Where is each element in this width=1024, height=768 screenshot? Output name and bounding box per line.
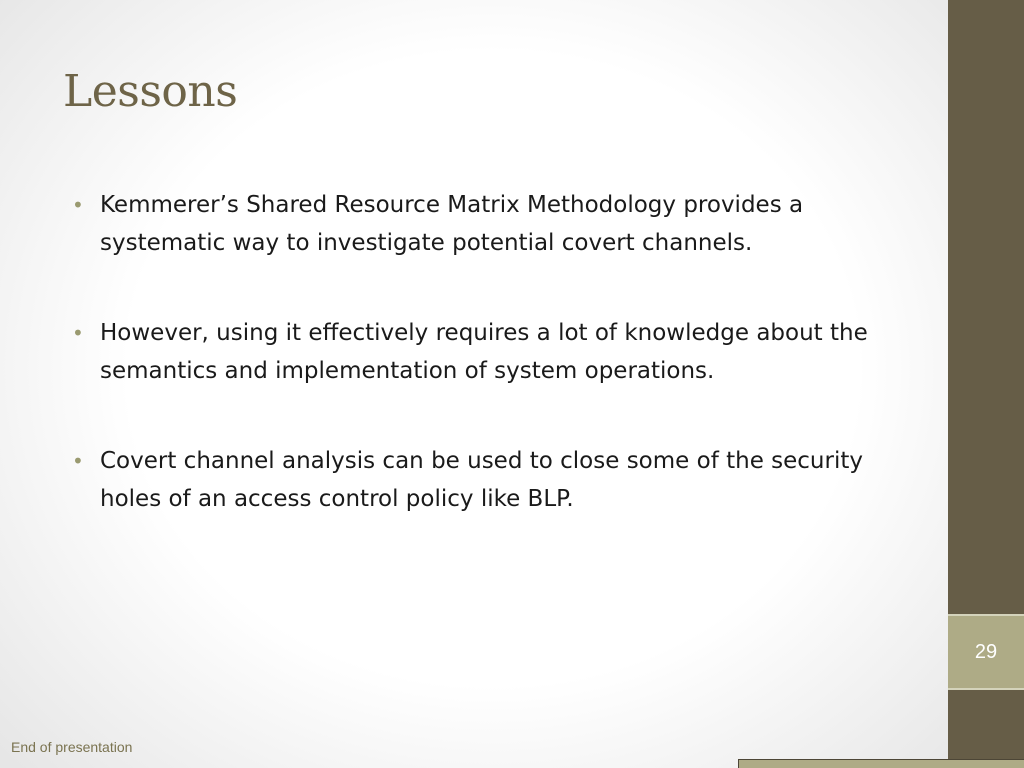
bullet-item	[72, 442, 902, 518]
bullet-dot-icon: •	[72, 449, 84, 473]
bullet-item	[72, 314, 902, 390]
bullet-text: Kemmerer’s Shared Resource Matrix Methodology provides a systematic way to investigate potential covert channels.	[100, 192, 804, 256]
end-of-presentation-link[interactable]: End of presentation	[11, 739, 133, 755]
bullet-item	[72, 186, 902, 262]
bullet-list	[72, 186, 902, 570]
bullet-text: Covert channel analysis can be used to close some of the security holes of an access control policy like BLP.	[100, 448, 863, 512]
bullet-dot-icon: •	[72, 321, 84, 345]
bottom-decorative-bar	[738, 759, 1024, 768]
bullet-text: However, using it effectively requires a lot of knowledge about the semantics and implementation of system operations.	[100, 320, 868, 384]
bullet-dot-icon: •	[72, 193, 84, 217]
page-number: 29	[974, 640, 998, 663]
page-number-badge	[948, 614, 1024, 690]
slide-title: Lessons	[63, 66, 238, 117]
